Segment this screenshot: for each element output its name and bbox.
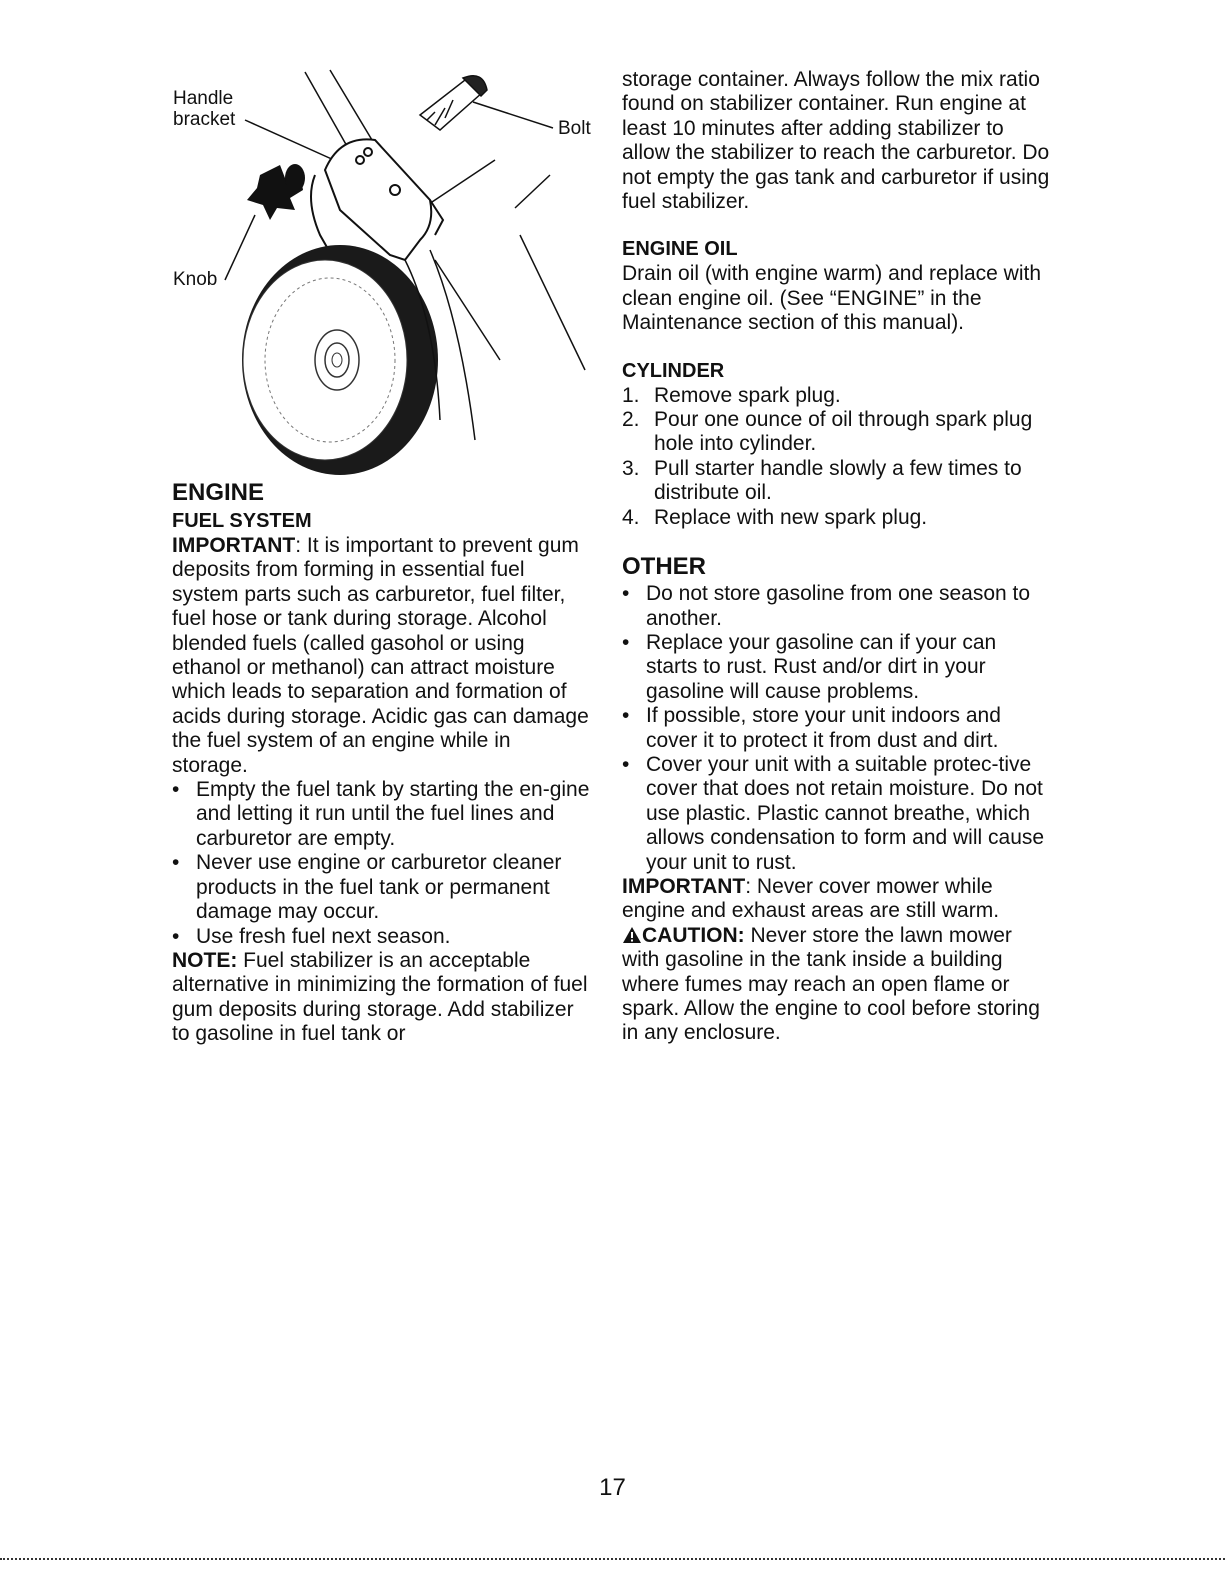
heading-engine-oil: ENGINE OIL <box>622 238 738 261</box>
bullet-glyph: • <box>622 630 630 654</box>
figure-label-bracket: bracket <box>173 109 236 130</box>
step-number: 3. <box>622 456 640 480</box>
caution-paragraph <box>622 924 1052 1046</box>
bullet-glyph: • <box>622 582 630 606</box>
list-item-text: Use fresh fuel next season. <box>196 924 451 948</box>
warning-triangle-icon <box>622 926 642 944</box>
right-column <box>622 68 1052 1046</box>
list-item-text: Replace your gasoline can if your can starts to rust. Rust and/or dirt in your gasoline will cause problems. <box>646 630 997 703</box>
list-item-text: Never use engine or carburetor cleaner products in the fuel tank or permanent damage may occur. <box>196 851 562 924</box>
step-text: Replace with new spark plug. <box>654 505 928 529</box>
note-label: NOTE: <box>172 948 238 972</box>
fuel-important-paragraph <box>172 534 592 778</box>
figure-label-handle: Handle <box>173 88 234 109</box>
important-label: IMPORTANT <box>622 874 746 898</box>
step-number: 4. <box>622 505 640 529</box>
stabilizer-continued-paragraph: storage container. Always follow the mix ratio found on stabilizer container. Run engine at least 10 minutes after adding stabilizer to allow the stabilizer to reach the carburetor. Do not empty the gas tank and carburetor if using fuel stabilizer. <box>622 68 1050 214</box>
step-number: 1. <box>622 383 640 407</box>
list-item <box>622 631 1052 704</box>
bullet-glyph: • <box>172 778 180 802</box>
caution-text: Never store the lawn mower with gasoline in the tank inside a building where fumes may reach an open flame or spark. Allow the engine to cool before storing in any enclosure. <box>622 923 1040 1045</box>
list-item <box>622 753 1052 875</box>
list-item <box>172 851 592 924</box>
list-item-text: Cover your unit with a suitable protec-tive cover that does not retain moisture. Do not use plastic. Plastic cannot breathe, which allows condensation to form and will cause your unit to rust. <box>646 752 1045 874</box>
left-column <box>172 478 592 1047</box>
caution-label: CAUTION: <box>642 923 745 947</box>
important-label: IMPORTANT <box>172 534 296 557</box>
bullet-glyph: • <box>172 851 180 875</box>
page-number: 17 <box>599 1474 626 1501</box>
list-item-text: Do not store gasoline from one season to another. <box>646 582 1031 630</box>
heading-fuel-system: FUEL SYSTEM <box>172 510 312 532</box>
important-text: : Never cover mower while engine and exhaust areas are still warm. <box>622 874 1000 923</box>
list-item-text: If possible, store your unit indoors and cover it to protect it from dust and dirt. <box>646 704 1001 752</box>
list-item <box>172 925 592 949</box>
wheel-assembly-figure <box>165 60 605 475</box>
list-item <box>622 408 1052 457</box>
figure-label-bolt: Bolt <box>558 118 591 139</box>
heading-engine: ENGINE <box>172 479 265 506</box>
list-item <box>622 457 1052 506</box>
step-text: Pour one ounce of oil through spark plug hole into cylinder. <box>654 408 1033 456</box>
bullet-glyph: • <box>622 752 630 776</box>
other-bullet-list <box>622 582 1052 875</box>
list-item-text: Empty the fuel tank by starting the en-gine and letting it run until the fuel lines and carburetor are empty. <box>196 778 590 850</box>
bullet-glyph: • <box>622 704 630 728</box>
list-item <box>622 582 1052 631</box>
heading-cylinder: CYLINDER <box>622 359 725 382</box>
list-item <box>622 704 1052 753</box>
cylinder-steps-list <box>622 384 1052 530</box>
step-text: Remove spark plug. <box>654 383 841 407</box>
important-cover-paragraph <box>622 875 1052 924</box>
heading-other: OTHER <box>622 553 706 581</box>
note-paragraph <box>172 949 592 1047</box>
list-item <box>172 778 592 851</box>
note-text: Fuel stabilizer is an acceptable alternative in minimizing the formation of fuel gum deposits during storage. Add stabilizer to gasoline in fuel tank or <box>172 948 588 1046</box>
figure-label-knob: Knob <box>173 269 218 290</box>
important-text: : It is important to prevent gum deposits from forming in essential fuel system parts such as carburetor, fuel filter, fuel hose or tank during storage. Alcohol blended fuels (called gasohol or using ethanol or methanol) can attract moisture which leads to separation and formation of acids during storage. Acidic gas can damage the fuel system of an engine while in storage. <box>172 534 589 777</box>
engine-oil-paragraph: Drain oil (with engine warm) and replace with clean engine oil. (See “ENGINE” in the Maintenance section of this manual). <box>622 262 1042 335</box>
bottom-divider <box>0 1558 1225 1560</box>
list-item <box>622 506 1052 530</box>
bullet-glyph: • <box>172 924 180 948</box>
step-number: 2. <box>622 408 640 432</box>
step-text: Pull starter handle slowly a few times to distribute oil. <box>654 456 1022 505</box>
fuel-bullet-list <box>172 778 592 949</box>
list-item <box>622 384 1052 408</box>
